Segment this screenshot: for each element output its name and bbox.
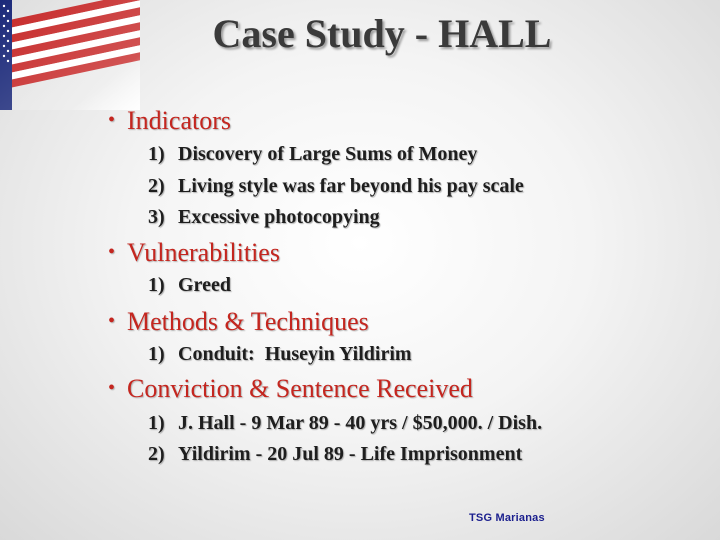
item-text: Greed [178, 274, 231, 296]
item-number: 3) [148, 206, 165, 228]
list-item [148, 343, 412, 366]
slide-title: Case Study - HALL [212, 11, 552, 56]
list-item [148, 175, 524, 198]
item-number: 2) [148, 443, 165, 465]
item-text: Yildirim - 20 Jul 89 - Life Imprisonment [178, 443, 523, 465]
item-text: Living style was far beyond his pay scale [178, 175, 524, 197]
item-text: Conduit: Huseyin Yildirim [178, 343, 412, 365]
section-label: Conviction & Sentence Received [127, 374, 473, 403]
section-label: Vulnerabilities [127, 238, 280, 267]
section-label: Indicators [127, 106, 231, 135]
bullet-icon: • [108, 109, 116, 131]
list-item [148, 143, 477, 166]
section-methods [108, 307, 369, 337]
item-text: Excessive photocopying [178, 206, 380, 228]
bullet-icon: • [108, 310, 116, 332]
section-indicators [108, 106, 231, 136]
section-vulnerabilities [108, 238, 280, 268]
bullet-icon: • [108, 241, 116, 263]
item-number: 1) [148, 143, 165, 165]
item-text: J. Hall - 9 Mar 89 - 40 yrs / $50,000. / Dish. [178, 412, 543, 434]
item-number: 1) [148, 274, 165, 296]
list-item [148, 206, 380, 229]
item-number: 1) [148, 412, 165, 434]
item-number: 1) [148, 343, 165, 365]
list-item [148, 274, 231, 297]
footer-logo-text: TSG Marianas [469, 512, 545, 524]
list-item [148, 412, 542, 435]
list-item [148, 443, 522, 466]
section-conviction [108, 374, 473, 404]
item-number: 2) [148, 175, 165, 197]
item-text: Discovery of Large Sums of Money [178, 143, 478, 165]
section-label: Methods & Techniques [127, 307, 369, 336]
bullet-icon: • [108, 377, 116, 399]
